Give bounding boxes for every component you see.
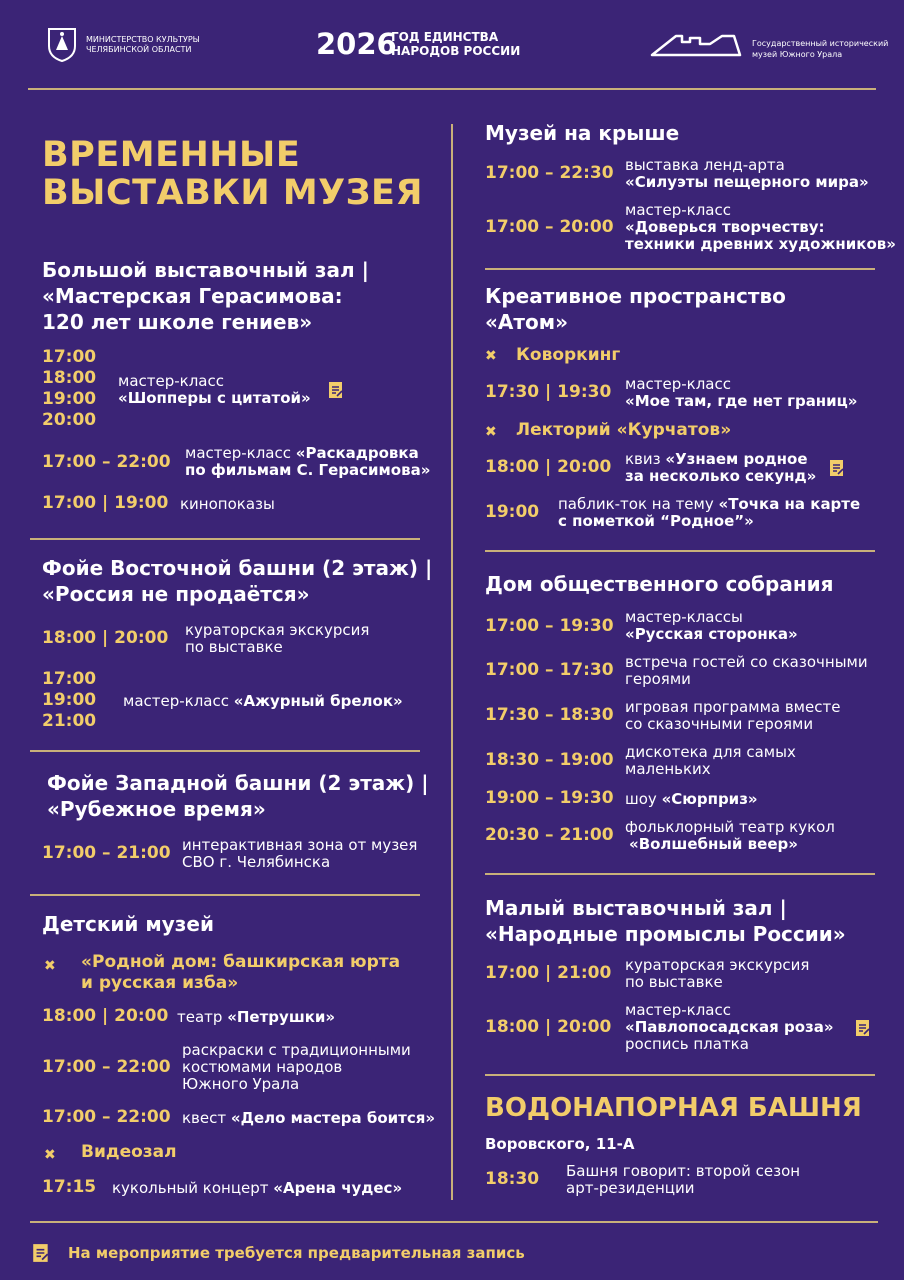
roof-e1-time: 17:00 – 22:30 [485, 163, 614, 183]
west-e1-desc: интерактивная зона от музея СВО г. Челябинска [182, 836, 418, 871]
divider-left-1 [30, 538, 420, 540]
divider-right-1 [485, 268, 875, 270]
tower-address: Воровского, 11-А [485, 1135, 635, 1153]
tower-title: ВОДОНАПОРНАЯ БАШНЯ [485, 1093, 862, 1123]
ministry-name: МИНИСТЕРСТВО КУЛЬТУРЫ ЧЕЛЯБИНСКОЙ ОБЛАСТИ [86, 35, 200, 54]
atom-e2-time: 18:00 | 20:00 [485, 457, 612, 477]
header-divider [28, 88, 876, 90]
registration-icon [829, 459, 845, 477]
small-hall-e1-time: 17:00 | 21:00 [485, 963, 612, 983]
atom-e3-time: 19:00 [485, 502, 540, 522]
small-hall-title: Малый выставочный зал | «Народные промыслы России» [485, 896, 846, 946]
house-e4-time: 18:30 – 19:00 [485, 750, 614, 770]
divider-right-2 [485, 550, 875, 552]
small-hall-e2-time: 18:00 | 20:00 [485, 1017, 612, 1037]
kids-sub1: «Родной дом: башкирская юрта и русская изба» [81, 952, 401, 993]
kids-e3-time: 17:00 – 22:00 [42, 1107, 171, 1127]
kids-e4-time: 17:15 [42, 1177, 97, 1197]
house-e2-time: 17:00 – 17:30 [485, 660, 614, 680]
registration-icon [328, 381, 344, 399]
roof-e2-desc: мастер-класс «Доверься творчеству: техники древних художников» [625, 201, 896, 253]
big-hall-e3-time: 17:00 | 19:00 [42, 493, 169, 513]
kids-e4-desc: кукольный концерт «Арена чудес» [112, 1179, 403, 1197]
house-e6-time: 20:30 – 21:00 [485, 825, 614, 845]
house-title: Дом общественного собрания [485, 572, 834, 596]
big-hall-title: Большой выставочный зал | «Мастерская Герасимова: 120 лет школе гениев» [42, 258, 369, 334]
divider-right-4 [485, 1074, 875, 1076]
kids-e2-time: 17:00 – 22:00 [42, 1057, 171, 1077]
house-e5-desc: шоу «Сюрприз» [625, 790, 758, 808]
west-e1-time: 17:00 – 21:00 [42, 843, 171, 863]
house-e3-desc: игровая программа вместе со сказочными героями [625, 698, 841, 733]
house-e3-time: 17:30 – 18:30 [485, 705, 614, 725]
footer-divider [30, 1221, 878, 1223]
atom-e2-desc: квиз «Узнаем родное за несколько секунд» [625, 450, 817, 485]
ministry-emblem-icon [46, 26, 78, 62]
bullet-cross-icon: ✖ [44, 1147, 56, 1163]
roof-title: Музей на крыше [485, 121, 680, 145]
atom-title: Креативное пространство «Атом» [485, 284, 786, 334]
divider-left-2 [30, 750, 420, 752]
big-hall-e2-time: 17:00 – 22:00 [42, 452, 171, 472]
roof-e1-desc: выставка ленд-арта «Силуэты пещерного мира» [625, 156, 869, 191]
roof-e2-time: 17:00 – 20:00 [485, 217, 614, 237]
page-title: ВРЕМЕННЫЕ ВЫСТАВКИ МУЗЕЯ [42, 135, 423, 213]
east-e1-time: 18:00 | 20:00 [42, 628, 169, 648]
atom-e1-time: 17:30 | 19:30 [485, 382, 612, 402]
kids-sub2: Видеозал [81, 1142, 177, 1162]
east-e2-desc: мастер-класс «Ажурный брелок» [123, 692, 403, 710]
east-title: Фойе Восточной башни (2 этаж) | «Россия не продаётся» [42, 556, 433, 606]
divider-right-3 [485, 873, 875, 875]
small-hall-e1-desc: кураторская экскурсия по выставке [625, 956, 810, 991]
tower-e1-desc: Башня говорит: второй сезон арт-резиденции [566, 1162, 801, 1197]
house-e1-desc: мастер-классы «Русская сторонка» [625, 608, 798, 643]
big-hall-e1-desc: мастер-класс «Шопперы с цитатой» [118, 372, 311, 407]
house-e2-desc: встреча гостей со сказочными героями [625, 653, 868, 688]
atom-e1-desc: мастер-класс «Мое там, где нет границ» [625, 375, 858, 410]
atom-e3-desc: паблик-ток на тему «Точка на карте с пометкой “Родное”» [558, 495, 861, 530]
kids-e1-time: 18:00 | 20:00 [42, 1006, 169, 1026]
column-divider [451, 124, 453, 1200]
west-title: Фойе Западной башни (2 этаж) | «Рубежное время» [47, 771, 429, 821]
bullet-cross-icon: ✖ [44, 958, 56, 974]
small-hall-e2-desc: мастер-класс «Павлопосадская роза» роспись платка [625, 1001, 834, 1053]
east-e1-desc: кураторская экскурсия по выставке [185, 621, 370, 656]
big-hall-e2-desc: мастер-класс «Раскадровка по фильмам С. Герасимова» [185, 444, 431, 479]
year-label: 2026 [316, 27, 397, 61]
footer-note: На мероприятие требуется предварительная запись [68, 1244, 525, 1262]
house-e6-desc: фольклорный театр кукол «Волшебный веер» [625, 818, 835, 853]
kids-e2-desc: раскраски с традиционными костюмами народов Южного Урала [182, 1041, 411, 1093]
house-e4-desc: дискотека для самых маленьких [625, 743, 796, 778]
registration-icon [855, 1019, 871, 1037]
big-hall-e3-desc: кинопоказы [180, 495, 275, 513]
museum-logo-icon [650, 32, 742, 58]
kids-e1-desc: театр «Петрушки» [177, 1008, 336, 1026]
big-hall-e1-times: 17:00 18:00 19:00 20:00 [42, 347, 97, 430]
bullet-cross-icon: ✖ [485, 348, 497, 364]
east-e2-times: 17:00 19:00 21:00 [42, 669, 97, 731]
atom-sub1: Коворкинг [516, 345, 621, 365]
bullet-cross-icon: ✖ [485, 424, 497, 440]
house-e5-time: 19:00 – 19:30 [485, 788, 614, 808]
house-e1-time: 17:00 – 19:30 [485, 616, 614, 636]
kids-title: Детский музей [42, 912, 214, 936]
tower-e1-time: 18:30 [485, 1169, 540, 1189]
year-text: ГОД ЕДИНСТВА НАРОДОВ РОССИИ [391, 30, 521, 58]
registration-icon [32, 1243, 50, 1263]
kids-e3-desc: квест «Дело мастера боится» [182, 1109, 436, 1127]
divider-left-3 [30, 894, 420, 896]
museum-name: Государственный исторический музей Южного Урала [752, 39, 889, 59]
atom-sub2: Лекторий «Курчатов» [516, 420, 732, 440]
